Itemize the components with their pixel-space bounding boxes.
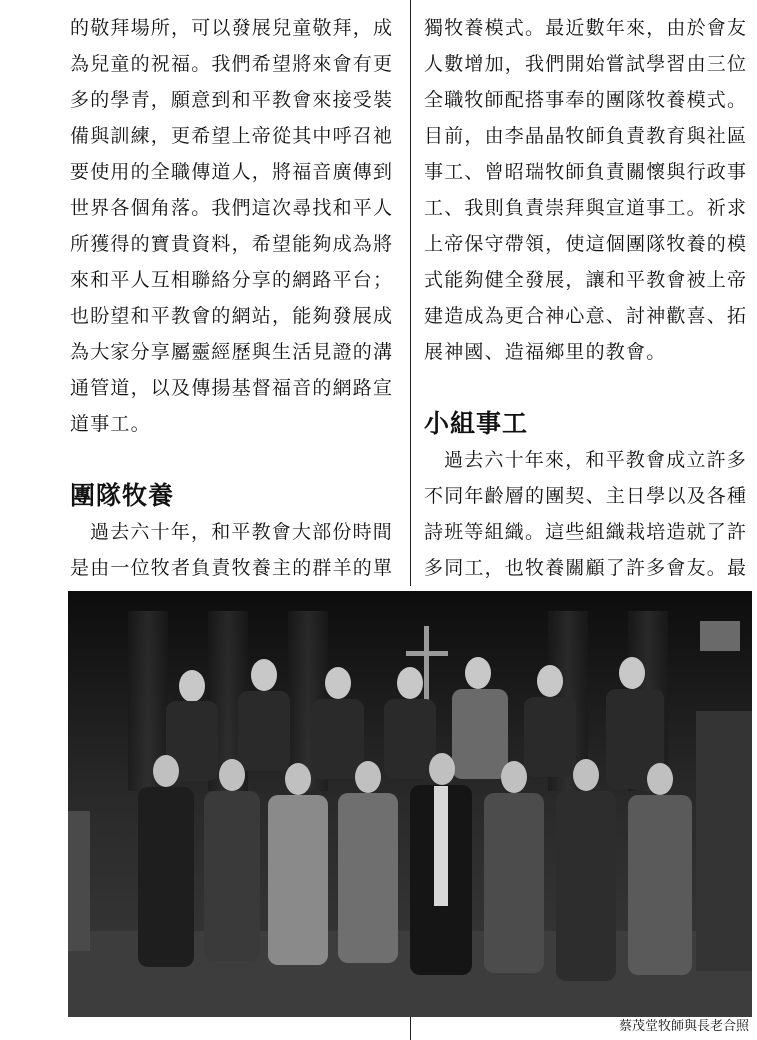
group-photo bbox=[68, 591, 752, 1017]
column-divider bbox=[410, 0, 411, 586]
group-photo-icon bbox=[68, 591, 752, 1017]
left-paragraph-1: 的敬拜場所，可以發展兒童敬拜，成為兒童的祝福。我們希望將來會有更多的學青，願意到和平教會來接受裝備與訓練，更希望上帝從其中呼召祂要使用的全職傳道人，將福音廣傳到世界各個角落。我們這次尋找和平人所獲得的寶貴資料，希望能夠成為將來和平人互相聯絡分享的網路平台；也盼望和平教會的網站，能夠發展成為大家分享屬靈經歷與生活見證的溝通管道，以及傳揚基督福音的網路宣道事工。 bbox=[70, 17, 394, 435]
column-divider-bottom bbox=[410, 1017, 411, 1040]
photo-caption: 蔡茂堂牧師與長老合照 bbox=[618, 1019, 749, 1034]
right-column bbox=[424, 10, 754, 586]
section-heading-team-pastoring: 團隊牧養 bbox=[70, 481, 175, 510]
section-heading-small-groups: 小組事工 bbox=[424, 409, 529, 438]
left-paragraph-2: 過去六十年，和平教會大部份時間是由一位牧者負責牧養主的群羊的單 bbox=[70, 521, 394, 579]
right-paragraph-1: 獨牧養模式。最近數年來，由於會友人數增加，我們開始嘗試學習由三位全職牧師配搭事奉的團隊牧養模式。目前，由李晶晶牧師負責教育與社區事工、曾昭瑞牧師負責關懷與行政事工、我則負責崇拜與宣道事工。祈求上帝保守帶領，使這個團隊牧養的模式能夠健全發展，讓和平教會被上帝建造成為更合神心意、討神歡喜、拓展神國、造福鄉里的教會。 bbox=[424, 17, 748, 363]
right-paragraph-2: 過去六十年來，和平教會成立許多不同年齡層的團契、主日學以及各種詩班等組織。這些組織栽培造就了許多同工，也牧養關顧了許多會友。最 bbox=[424, 449, 748, 579]
left-column bbox=[70, 10, 410, 586]
